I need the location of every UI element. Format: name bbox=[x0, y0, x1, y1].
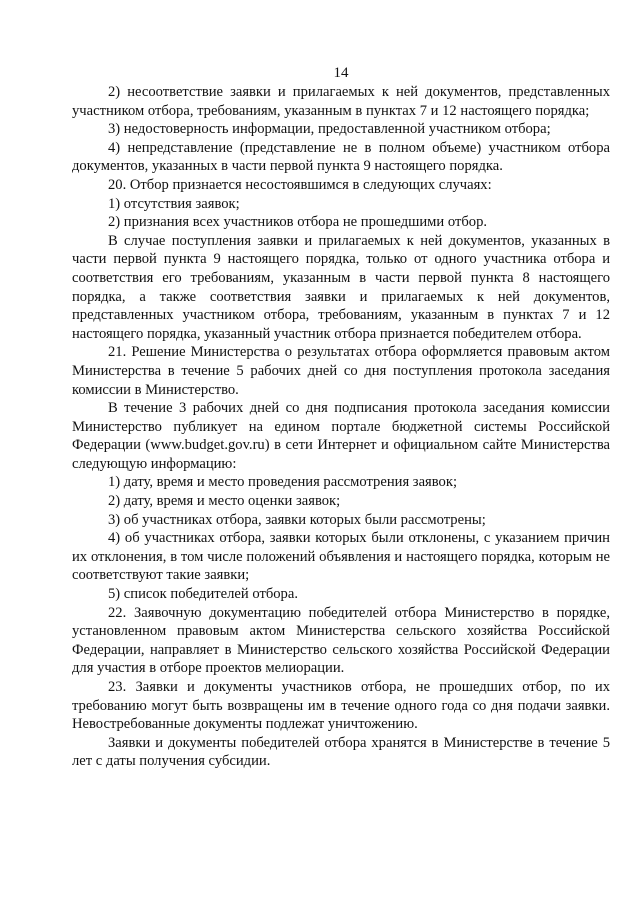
paragraph-item-4: 4) непредставление (представление не в полном объеме) участником отбора документов, указанных в части первой пункта 9 настоящего порядка. bbox=[72, 139, 610, 175]
paragraph-clause-21: 21. Решение Министерства о результатах отбора оформляется правовым актом Министерства в течение 5 рабочих дней со дня поступления протокола заседания комиссии в Министерство. bbox=[72, 344, 610, 398]
paragraph-info-5: 5) список победителей отбора. bbox=[108, 586, 298, 603]
paragraph-info-4: 4) об участниках отбора, заявки которых были отклонены, с указанием причин их отклонения, в том числе положений объявления и настоящего порядка, которым не соответствуют такие заявки; bbox=[72, 530, 610, 584]
paragraph-clause-22: 22. Заявочную документацию победителей отбора Министерство в порядке, установленном правовым актом Министерства сельского хозяйства Российской Федерации, направляет в Министерство сельского хозяйства Российской Федерации для участия в отборе проектов мелиорации. bbox=[72, 604, 610, 677]
paragraph-case-2: 2) признания всех участников отбора не прошедшими отбор. bbox=[108, 214, 488, 231]
paragraph-info-2: 2) дату, время и место оценки заявок; bbox=[108, 493, 341, 510]
paragraph-clause-20: 20. Отбор признается несостоявшимся в следующих случаях: bbox=[108, 176, 492, 193]
paragraph-case-1: 1) отсутствия заявок; bbox=[108, 195, 240, 212]
paragraph-info-1: 1) дату, время и место проведения рассмотрения заявок; bbox=[108, 474, 457, 491]
paragraph-info-3: 3) об участниках отбора, заявки которых были рассмотрены; bbox=[108, 511, 486, 528]
paragraph-publication: В течение 3 рабочих дней со дня подписания протокола заседания комиссии Министерство публикует на едином портале бюджетной системы Российской Федерации (www.budget.gov.ru) в сети Интернет и официальном сайте Министерства следующую информацию: bbox=[72, 400, 610, 472]
page-number: 14 bbox=[333, 65, 349, 81]
paragraph-clause-23: 23. Заявки и документы участников отбора, не прошедших отбор, по их требованию могут быть возвращены им в течение одного года со дня подачи заявки. Невостребованные документы подлежат уничтожению. bbox=[72, 679, 610, 733]
document-page bbox=[72, 64, 610, 771]
paragraph-storage: Заявки и документы победителей отбора хранятся в Министерстве в течение 5 лет с даты получения субсидии. bbox=[72, 734, 610, 770]
paragraph-item-2: 2) несоответствие заявки и прилагаемых к ней документов, представленных участником отбора, требованиям, указанным в пунктах 7 и 12 настоящего порядка; bbox=[72, 84, 610, 119]
paragraph-single-participant: В случае поступления заявки и прилагаемых к ней документов, указанных в части первой пункта 9 настоящего порядка, только от одного участника отбора и соответствия его требованиям, указанным в части первой пункта 8 настоящего порядка, а также соответствия заявки и прилагаемых к ней документов, представленных участником отбора, требованиям, указанным в пунктах 7 и 12 настоящего порядка, указанный участник отбора признается победителем отбора. bbox=[72, 232, 610, 342]
paragraph-item-3: 3) недостоверность информации, предоставленной участником отбора; bbox=[108, 121, 551, 138]
